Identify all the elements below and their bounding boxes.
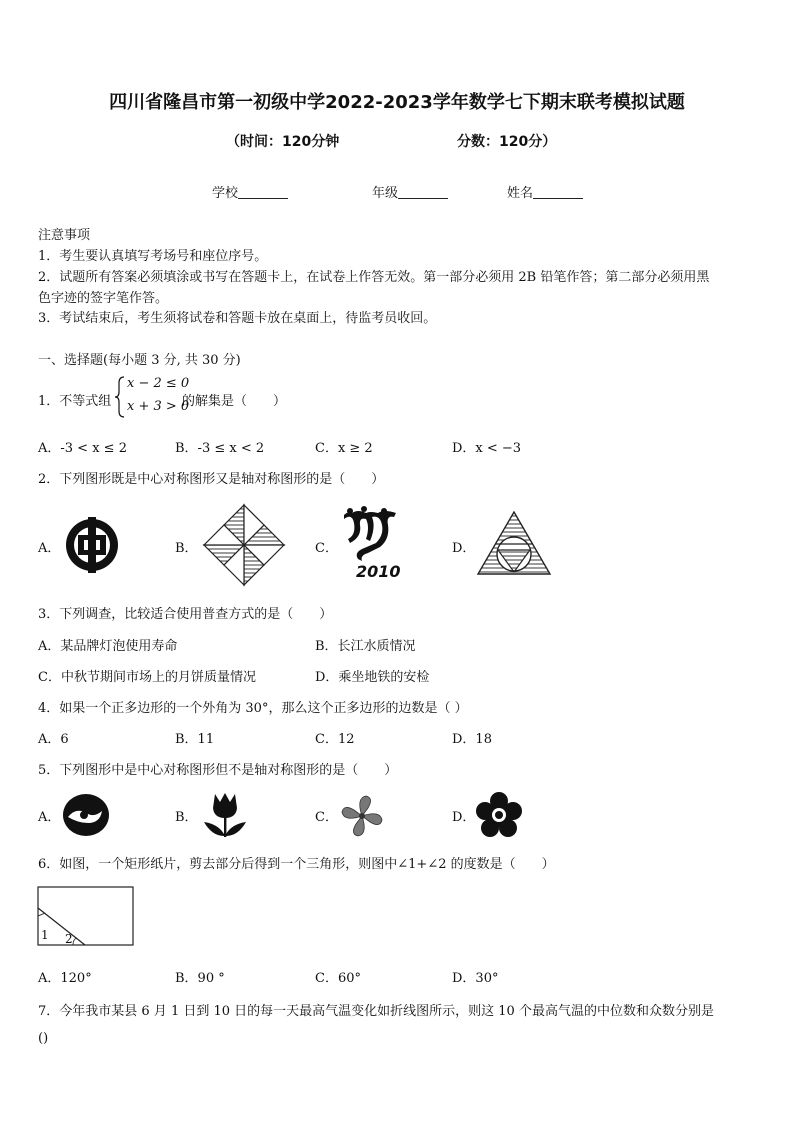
bank-logo-icon [64,517,120,573]
q6-option-c: C．60° [315,971,361,986]
q2-stem: 2．下列图形既是中心对称图形又是轴对称图形的是（ ） [38,472,385,487]
swirl-flower-icon [338,792,386,840]
wave-circle-icon [62,793,110,837]
notes-heading: 注意事项 [38,228,91,243]
note-item-2-cont: 色字迹的签字笔作答。 [38,291,169,306]
name-label: 姓名 [507,186,534,201]
q5-label-d: D． [452,810,476,825]
q1-brace [114,375,126,419]
q5-stem: 5．下列图形中是中心对称图形但不是轴对称图形的是（ ） [38,763,398,778]
q6-option-a: A．120° [38,971,92,986]
note-item-3: 3．考试结束后，考生须将试卷和答题卡放在桌面上，待监考员收回。 [38,311,437,326]
q6-option-b: B．90 ° [175,971,225,986]
exam-score: 分数：120分） [457,134,557,150]
flower-ring-icon [476,792,522,838]
q2-label-b: B． [175,541,198,556]
q2-label-d: D． [452,541,476,556]
q4-option-c: C．12 [315,732,355,747]
q1-inequality-1: x − 2 ≤ 0 [127,376,190,391]
q1-option-c: C．x ≥ 2 [315,441,373,456]
q7-stem: 7．今年我市某县 6 月 1 日到 10 日的每一天最高气温变化如折线图所示，则这 10 个最高气温的中位数和众数分别是 [38,1004,714,1019]
q4-stem: 4．如果一个正多边形的一个外角为 30°，那么这个正多边形的边数是（ ） [38,701,468,716]
pinwheel-icon [202,503,286,587]
q3-option-b: B．长江水质情况 [315,639,416,654]
q3-option-c: C．中秋节期间市场上的月饼质量情况 [38,670,256,685]
q2-label-a: A． [38,541,61,556]
section-heading: 一、选择题(每小题 3 分, 共 30 分) [38,353,241,368]
q5-label-a: A． [38,810,61,825]
q3-option-d: D．乘坐地铁的安检 [315,670,430,685]
grade-blank [398,186,448,199]
name-field [507,182,583,201]
name-blank [533,186,583,199]
exam-time: （时间：120分钟 [226,134,340,150]
q1-option-a: A．-3 < x ≤ 2 [38,441,127,456]
q4-option-b: B．11 [175,732,215,747]
grade-field [372,182,448,201]
grade-label: 年级 [372,186,399,201]
q3-option-a: A．某品牌灯泡使用寿命 [38,639,178,654]
q1-inequality-2: x + 3 > 0 [127,399,190,414]
q3-stem: 3．下列调查，比较适合使用普查方式的是（ ） [38,607,333,622]
q6-angle-2-label: 2 [65,932,73,946]
q4-option-d: D．18 [452,732,492,747]
school-blank [238,186,288,199]
expo-logo-icon [340,505,408,581]
school-field [212,182,288,201]
q6-option-d: D．30° [452,971,499,986]
q1-suffix: 的解集是（ ） [182,394,287,409]
expo-logo-text: 2010 [356,562,401,581]
q2-label-c: C． [315,541,338,556]
q6-angle-1-label: 1 [41,928,49,942]
q7-paren: () [38,1031,49,1046]
note-item-1: 1．考生要认真填写考场号和座位序号。 [38,249,268,264]
q6-rectangle-figure [37,886,135,948]
q4-option-a: A．6 [38,732,69,747]
q5-label-b: B． [175,810,198,825]
triangle-circle-icon [476,510,552,576]
q6-stem: 6．如图，一个矩形纸片，剪去部分后得到一个三角形，则图中∠1+∠2 的度数是（ ） [38,857,555,872]
q1-prefix: 1．不等式组 [38,394,112,409]
q5-label-c: C． [315,810,338,825]
note-item-2: 2．试题所有答案必须填涂或书写在答题卡上，在试卷上作答无效。第一部分必须用 2B 铅笔作答；第二部分必须用黑 [38,270,710,285]
school-label: 学校 [212,186,239,201]
tulip-icon [200,790,250,840]
page-title: 四川省隆昌市第一初级中学2022-2023学年数学七下期末联考模拟试题 [109,92,685,113]
q1-option-b: B．-3 ≤ x < 2 [175,441,265,456]
q1-option-d: D．x < −3 [452,441,522,456]
